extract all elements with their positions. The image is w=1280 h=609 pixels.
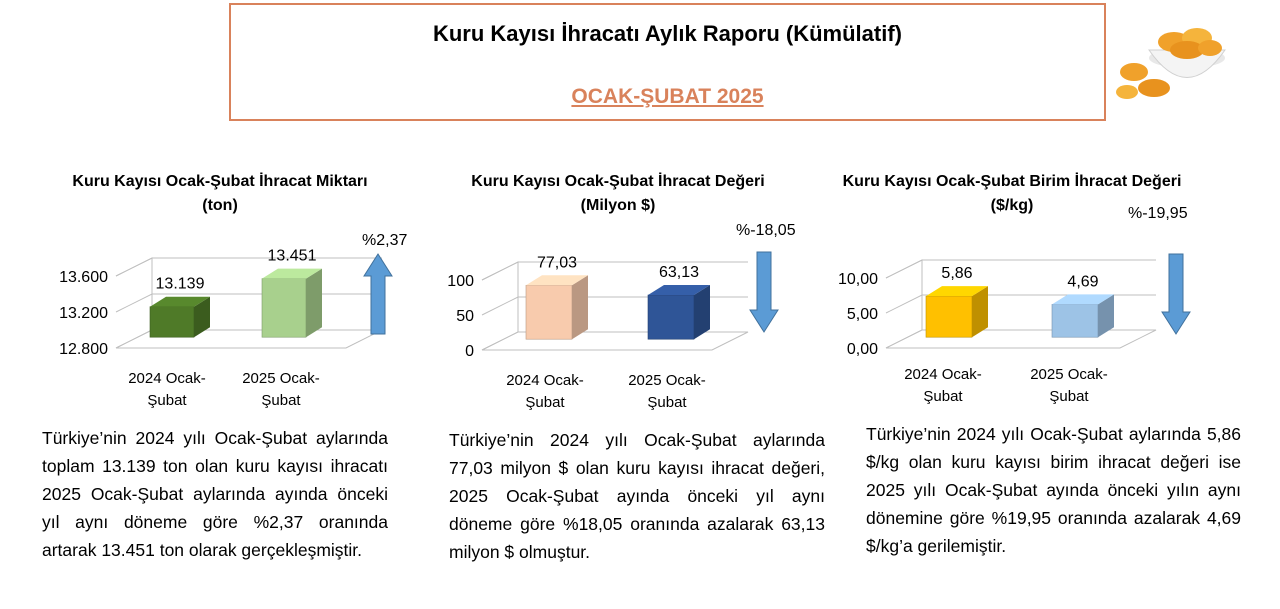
apricot-bowl-illustration — [1112, 10, 1232, 110]
chart-title-line1: Kuru Kayısı Ocak-Şubat İhracat Miktarı — [72, 173, 368, 190]
y-tick-label: 0,00 — [846, 341, 878, 358]
arrow-down-icon — [750, 252, 778, 332]
y-tick-label: 10,00 — [837, 271, 878, 288]
chart-title-line2: ($/kg) — [990, 197, 1034, 214]
y-tick-label: 0 — [465, 343, 474, 360]
chart-title-line2: (ton) — [202, 197, 238, 214]
bar — [262, 269, 322, 338]
y-tick-label: 5,00 — [846, 306, 878, 323]
bar — [1052, 294, 1114, 337]
y-tick-label: 100 — [447, 273, 474, 290]
report-period: OCAK-ŞUBAT 2025 — [571, 85, 764, 108]
y-tick-label: 12.800 — [59, 341, 108, 358]
data-label: 77,03 — [536, 254, 578, 272]
arrow-down-icon — [1162, 254, 1190, 334]
report-header — [229, 3, 1106, 121]
data-label: 63,13 — [658, 264, 700, 282]
chart-title-line1: Kuru Kayısı Ocak-Şubat Birim İhracat Değeri — [842, 173, 1182, 190]
change-percent-label: %2,37 — [362, 232, 408, 249]
category-label: 2025 Ocak- Şubat — [1030, 366, 1108, 405]
y-tick-label: 13.200 — [59, 305, 108, 322]
bar — [648, 285, 710, 339]
category-label: 2024 Ocak- Şubat — [506, 372, 584, 411]
chart-plot — [812, 224, 1212, 384]
chart-title — [418, 170, 818, 218]
chart-title-line2: (Milyon $) — [580, 197, 656, 214]
chart-title-line1: Kuru Kayısı Ocak-Şubat İhracat Değeri — [471, 173, 765, 190]
chart-plot — [20, 224, 420, 384]
category-label: 2025 Ocak- Şubat — [628, 372, 706, 411]
gridline — [482, 262, 748, 280]
bar — [150, 297, 210, 338]
category-label: 2024 Ocak- Şubat — [904, 366, 982, 405]
chart-plot — [418, 224, 818, 384]
category-label: 2025 Ocak- Şubat — [242, 370, 320, 409]
data-label: 13.139 — [155, 275, 205, 293]
bar — [526, 275, 588, 339]
data-label: 13.451 — [267, 247, 317, 265]
change-percent-label: %-18,05 — [736, 222, 796, 239]
data-label: 5,86 — [941, 265, 973, 283]
gridline — [116, 258, 382, 276]
data-label: 4,69 — [1067, 273, 1099, 291]
gridline — [886, 260, 1156, 278]
change-percent-label: %-19,95 — [1128, 205, 1188, 222]
value-description: Türkiye’nin 2024 yılı Ocak-Şubat aylarında 77,03 milyon $ olan kuru kayısı ihracat değeri, 2025 Ocak-Şubat ayında önceki yıl aynı döneme göre %18,05 oranında azalarak 63,13 milyon $ olmuştur. — [449, 430, 825, 562]
category-label: 2024 Ocak- Şubat — [128, 370, 206, 409]
y-tick-label: 13.600 — [59, 269, 108, 286]
chart-title — [20, 170, 420, 218]
quantity-description: Türkiye’nin 2024 yılı Ocak-Şubat aylarında toplam 13.139 ton olan kuru kayısı ihracatı 2025 Ocak-Şubat aylarında ayında önceki yıl aynı döneme göre %2,37 oranında artarak 13.451 ton olarak gerçekleşmiştir. — [42, 428, 388, 560]
bar — [926, 286, 988, 337]
gridline — [482, 332, 748, 350]
y-tick-label: 50 — [456, 308, 474, 325]
report-title: Kuru Kayısı İhracatı Aylık Raporu (Kümülatif) — [432, 21, 902, 46]
unit-value-description: Türkiye’nin 2024 yılı Ocak-Şubat aylarında 5,86 $/kg olan kuru kayısı birim ihracat değeri ise 2025 yılı Ocak-Şubat ayında önceki yılın aynı dönemine göre %19,95 oranında azalarak 4,69 $/kg’a gerilemiştir. — [866, 424, 1241, 556]
